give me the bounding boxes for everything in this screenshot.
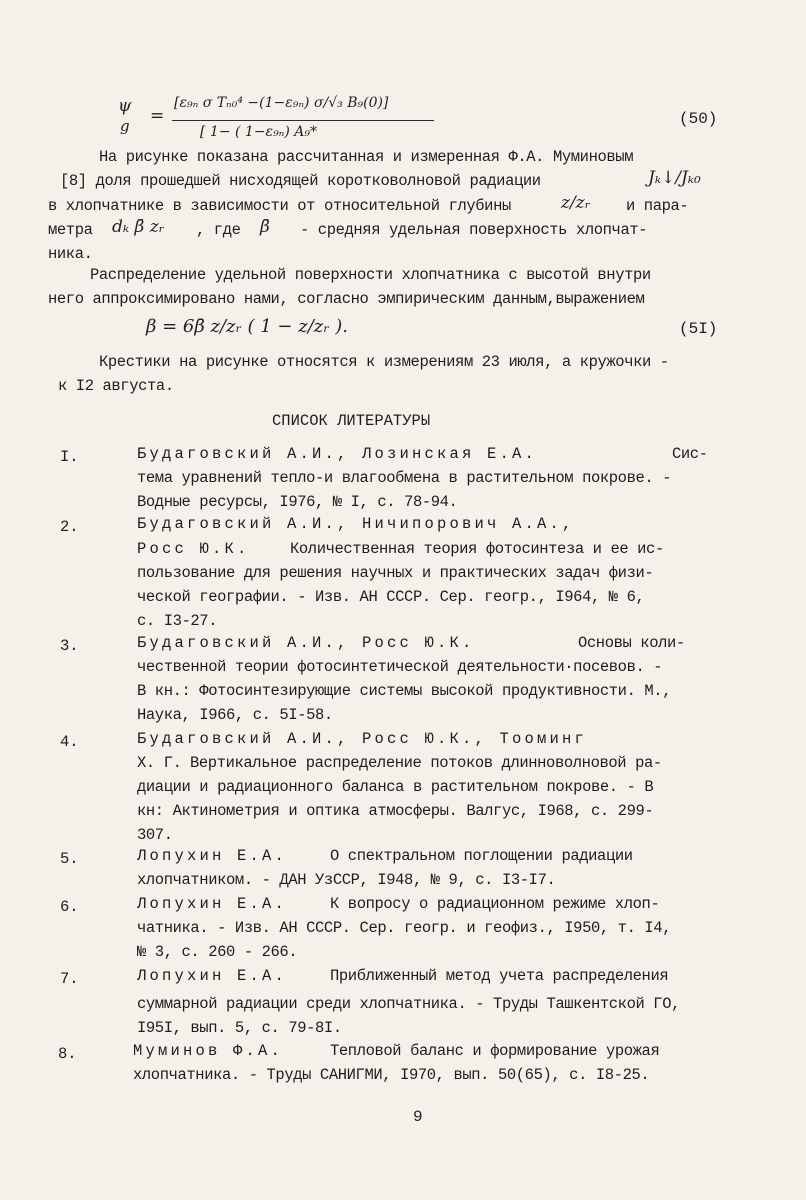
reference-text: хлопчатником. - ДАН УзССР, I948, № 9, с. I3-I7. xyxy=(137,871,556,889)
reference-text: № 3, с. 260 - 266. xyxy=(137,943,298,961)
reference-text: тема уравнений тепло-и влагообмена в растительном покрове. - xyxy=(137,469,672,487)
reference-number: 6. xyxy=(60,898,79,916)
formula-50-lhs-bottom: g xyxy=(120,117,130,135)
reference-text: кн: Актинометрия и оптика атмосферы. Валгус, I968, с. 299- xyxy=(137,802,654,820)
paragraph-1-line-3: в хлопчатнике в зависимости от относительной глубины xyxy=(48,197,511,215)
reference-text: Тепловой баланс и формирование урожая xyxy=(330,1042,660,1060)
reference-text: Основы коли- xyxy=(578,634,685,652)
page-number: 9 xyxy=(413,1108,423,1126)
references-heading: СПИСОК ЛИТЕРАТУРЫ xyxy=(272,412,431,430)
reference-text: чественной теории фотосинтетической деятельности·посевов. - xyxy=(137,658,663,676)
reference-authors: Будаговский А.И., Лозинская Е.А. xyxy=(137,445,538,463)
formula-50-numerator: [ε₉ₙ σ Tₙ₀⁴ −(1−ε₉ₙ) σ/√₃ B₉(0)] xyxy=(174,95,389,111)
formula-50-lhs-top: ψ xyxy=(118,96,132,116)
reference-number: 8. xyxy=(58,1045,77,1063)
reference-text: Количественная теория фотосинтеза и ее ис- xyxy=(290,540,664,558)
reference-text: Сис- xyxy=(672,445,708,463)
formula-50-equals: = xyxy=(150,106,165,126)
reference-authors: Лопухин Е.А. xyxy=(137,847,288,865)
reference-text: суммарной радиации среди хлопчатника. - Труды Ташкентской ГО, xyxy=(137,995,680,1013)
paragraph-1-line-5: ника. xyxy=(48,245,93,263)
reference-text: ческой географии. - Изв. АН СССР. Сер. геогр., I964, № 6, xyxy=(137,588,645,606)
relative-depth-ratio: z/zᵣ xyxy=(561,193,591,213)
formula-50-denominator: [ 1− ( 1−ε₉ₙ) A₉* xyxy=(200,124,317,140)
reference-text: Приближенный метод учета распределения xyxy=(330,967,669,985)
reference-number: 4. xyxy=(60,733,79,751)
reference-text: с. I3-27. xyxy=(137,612,218,630)
reference-authors: Муминов Ф.А. xyxy=(133,1042,284,1060)
paragraph-2-line-2: него аппроксимировано нами, согласно эмпирическим данным,выражением xyxy=(48,290,645,308)
paragraph-1-line-3-end: и пара- xyxy=(626,197,689,215)
formula-50-number: (50) xyxy=(679,110,718,128)
reference-text: I95I, вып. 5, с. 79-8I. xyxy=(137,1019,342,1037)
paragraph-3-line-1: Крестики на рисунке относятся к измерениям 23 июля, а кружочки - xyxy=(99,353,669,371)
reference-text: чатника. - Изв. АН СССР. Сер. геогр. и геофиз., I950, т. I4, xyxy=(137,919,672,937)
formula-51-number: (5I) xyxy=(679,320,718,338)
reference-text: диации и радиационного баланса в растительном покрове. - В xyxy=(137,778,654,796)
reference-text: Вертикальное распределение потоков длинноволновой ра- xyxy=(190,754,662,772)
reference-text: Наука, I966, с. 5I-58. xyxy=(137,706,333,724)
paragraph-2-line-1: Распределение удельной поверхности хлопчатника с высотой внутри xyxy=(90,266,651,284)
beta-symbol: β̄ xyxy=(260,217,270,237)
reference-text: хлопчатника. - Труды САНИГМИ, I970, вып. 50(65), с. I8-25. xyxy=(133,1066,650,1084)
reference-text: пользование для решения научных и практических задач физи- xyxy=(137,564,654,582)
reference-text: В кн.: Фотосинтезирующие системы высокой продуктивности. М., xyxy=(137,682,672,700)
reference-authors: Будаговский А.И., Ничипорович А.А., xyxy=(137,515,575,533)
reference-authors: Лопухин Е.А. xyxy=(137,895,288,913)
paragraph-1-line-4-where: , где xyxy=(196,221,241,239)
reference-authors: Будаговский А.И., Росс Ю.К., Тооминг xyxy=(137,730,588,748)
reference-authors: Будаговский А.И., Росс Ю.К. xyxy=(137,634,475,652)
paragraph-1-line-1: На рисунке показана рассчитанная и измеренная Ф.А. Муминовым xyxy=(99,148,634,166)
reference-authors: Х. Г. xyxy=(137,754,182,772)
reference-number: I. xyxy=(60,448,79,466)
reference-number: 7. xyxy=(60,970,79,988)
formula-50-fraction-bar xyxy=(172,120,434,121)
paragraph-3-line-2: к I2 августа. xyxy=(58,377,174,395)
paragraph-1-line-2: [8] доля прошедшей нисходящей коротковолновой радиации xyxy=(60,172,541,190)
reference-number: 3. xyxy=(60,637,79,655)
parameter-expression: dₖ β̄ zᵣ xyxy=(112,217,165,237)
reference-authors: Лопухин Е.А. xyxy=(137,967,288,985)
formula-51-expression: β = 6β̄ z/zᵣ ( 1 − z/zᵣ ). xyxy=(146,316,348,337)
reference-text: К вопросу о радиационном режиме хлоп- xyxy=(330,895,660,913)
reference-text: Водные ресурсы, I976, № I, с. 78-94. xyxy=(137,493,458,511)
reference-number: 2. xyxy=(60,518,79,536)
paragraph-1-line-4-end: - средняя удельная поверхность хлопчат- xyxy=(300,221,648,239)
radiation-ratio: Jₖ↓/Jₖ₀ xyxy=(648,168,701,188)
reference-number: 5. xyxy=(60,850,79,868)
reference-authors: Росс Ю.К. xyxy=(137,540,250,558)
reference-text: 307. xyxy=(137,826,173,844)
reference-text: О спектральном поглощении радиации xyxy=(330,847,633,865)
paragraph-1-line-4-start: метра xyxy=(48,221,93,239)
